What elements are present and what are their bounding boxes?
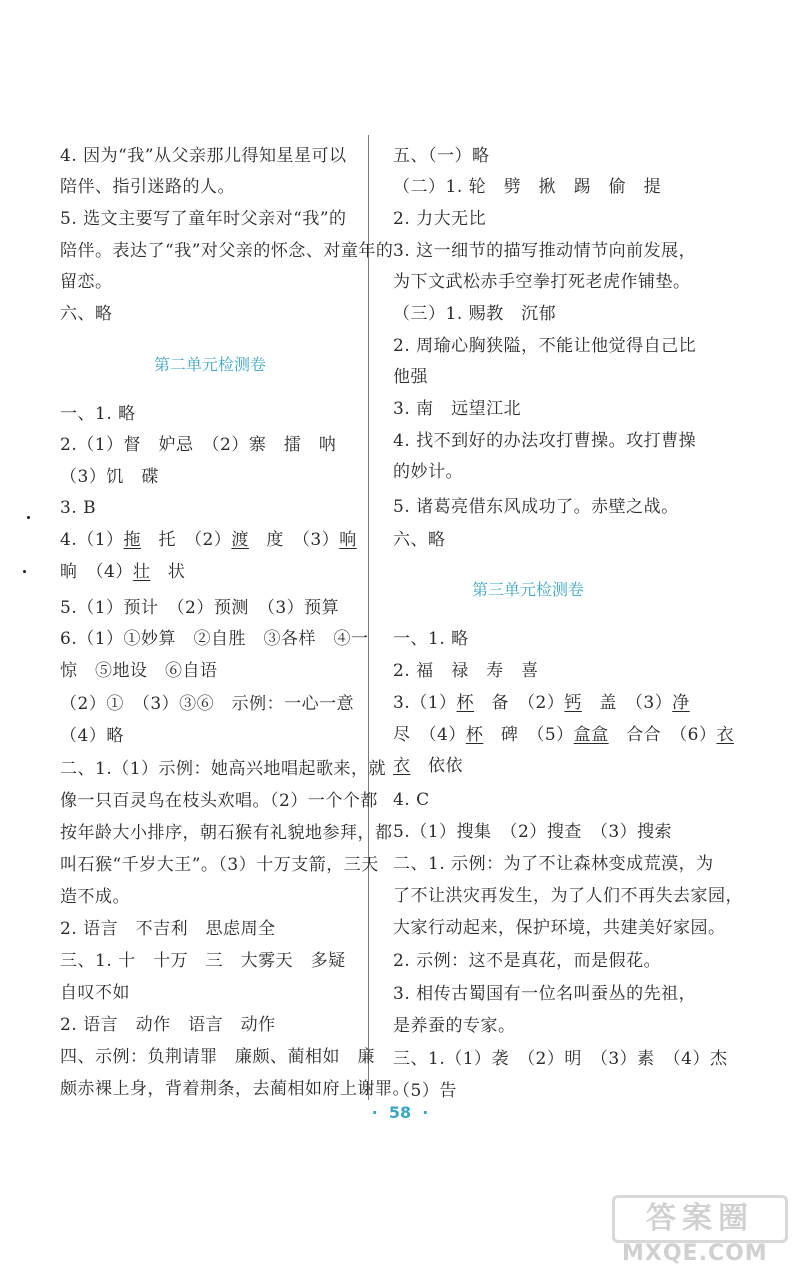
page-number-dot: · bbox=[422, 1103, 429, 1122]
answer-line: 叫石猴“千岁大王”。（3）十万支箭，三天 bbox=[60, 855, 379, 875]
underlined-char: 渡 bbox=[231, 530, 249, 550]
answer-line: （三）1. 赐教 沉郁 bbox=[393, 304, 557, 324]
text-segment: 尽 （4） bbox=[393, 725, 466, 745]
text-segment: 碑 （5） bbox=[483, 725, 574, 745]
answer-line: （2）① （3）③⑥ 示例：一心一意 bbox=[60, 694, 355, 714]
answer-line: 陪伴、指引迷路的人。 bbox=[60, 177, 235, 197]
scan-speck bbox=[23, 570, 26, 573]
text-segment: 备 （2） bbox=[474, 693, 565, 713]
answer-line: 大家行动起来，保护环境，共建美好家园。 bbox=[393, 918, 726, 938]
answer-line: 造不成。 bbox=[60, 887, 130, 907]
answer-line bbox=[393, 755, 463, 777]
text-segment: 托 （2） bbox=[141, 530, 232, 550]
answer-line: 5.（1）预计 （2）预测 （3）预算 bbox=[60, 598, 340, 618]
answer-line: 按年龄大小排序，朝石猴有礼貌地参拜，都 bbox=[60, 823, 393, 843]
unit3-heading: 第三单元检测卷 bbox=[471, 580, 584, 599]
answer-line: 五、（一）略 bbox=[393, 146, 490, 166]
answer-line: 2. 力大无比 bbox=[393, 209, 487, 229]
answer-line: （二）1. 轮 劈 揪 踢 偷 提 bbox=[393, 177, 662, 197]
answer-line: 2.（1）督 妒忌 （2）寨 擂 呐 bbox=[60, 435, 337, 455]
answer-line: 一、1. 略 bbox=[393, 629, 469, 649]
answer-line: 3. 相传古蜀国有一位名叫蚕丛的先祖， bbox=[393, 984, 697, 1004]
underlined-char: 净 bbox=[672, 693, 690, 713]
underlined-char: 拖 bbox=[123, 530, 142, 550]
answer-line: 5. 诸葛亮借东风成功了。赤壁之战。 bbox=[393, 497, 679, 517]
answer-line: 4. 找不到好的办法攻打曹操。攻打曹操 bbox=[393, 431, 697, 451]
watermark bbox=[612, 1195, 792, 1267]
answer-line: 5.（1）搜集 （2）搜查 （3）搜索 bbox=[393, 822, 673, 842]
answer-line: 2. 示例：这不是真花，而是假花。 bbox=[393, 951, 662, 971]
underlined-char: 杯 bbox=[456, 693, 475, 713]
answer-line: 2. 福 禄 寿 喜 bbox=[393, 661, 539, 681]
answer-line: 2. 语言 不吉利 思虑周全 bbox=[60, 919, 276, 939]
text-segment: 晌 （4） bbox=[60, 562, 133, 582]
answer-line: 留恋。 bbox=[60, 272, 113, 292]
answer-line: 像一只百灵鸟在枝头欢唱。（2）一个个都 bbox=[60, 791, 378, 811]
answer-line: 四、示例：负荆请罪 廉颇、蔺相如 廉 bbox=[60, 1047, 375, 1067]
underlined-char: 衣 bbox=[716, 725, 734, 745]
answer-line: 惊 ⑤地设 ⑥自语 bbox=[60, 661, 218, 681]
page-number-dot: · bbox=[371, 1103, 378, 1122]
watermark-url: MXQE.COM bbox=[622, 1241, 768, 1266]
answer-line: 是养蚕的专家。 bbox=[393, 1016, 516, 1036]
scan-speck bbox=[27, 516, 30, 519]
answer-line: 的妙计。 bbox=[393, 462, 463, 482]
answer-line: 六、略 bbox=[393, 530, 446, 550]
answer-line bbox=[60, 561, 185, 583]
answer-line: 陪伴。表达了“我”对父亲的怀念、对童年的 bbox=[60, 241, 394, 261]
answer-line: 3. 南 远望江北 bbox=[393, 399, 522, 419]
answer-line: 5. 选文主要写了童年时父亲对“我”的 bbox=[60, 209, 347, 229]
answer-line: 三、1. 十 十万 三 大雾天 多疑 bbox=[60, 951, 346, 971]
text-segment: 合合 （6） bbox=[608, 725, 717, 745]
answer-line: 一、1. 略 bbox=[60, 404, 136, 424]
watermark-logo: 答案圈 bbox=[612, 1195, 788, 1243]
page-number-value: 58 bbox=[388, 1103, 412, 1122]
text-segment: 依依 bbox=[410, 756, 463, 776]
answer-line: （5）告 bbox=[393, 1081, 457, 1101]
unit2-heading: 第二单元检测卷 bbox=[153, 355, 266, 374]
answer-line: 6.（1）①妙算 ②自胜 ③各样 ④一 bbox=[60, 629, 369, 649]
text-segment: 状 bbox=[150, 562, 186, 582]
answer-line: 颇赤裸上身，背着荆条，去蔺相如府上谢罪。 bbox=[60, 1079, 410, 1099]
underlined-char: 盒盒 bbox=[573, 725, 609, 745]
answer-line: 4. C bbox=[393, 790, 430, 810]
answer-line: 4. 因为“我”从父亲那儿得知星星可以 bbox=[60, 146, 347, 166]
answer-line: 了不让洪灾再发生，为了人们不再失去家园， bbox=[393, 886, 743, 906]
answer-line: 他强 bbox=[393, 367, 428, 387]
column-divider bbox=[368, 135, 369, 1100]
answer-line: （3）饥 碟 bbox=[60, 467, 159, 487]
underlined-char: 响 bbox=[339, 530, 357, 550]
text-segment: 盖 （3） bbox=[581, 693, 673, 713]
underlined-char: 杯 bbox=[465, 725, 484, 745]
answer-line bbox=[393, 692, 690, 714]
answer-line: 3. B bbox=[60, 498, 97, 518]
text-segment: 度 （3） bbox=[248, 530, 340, 550]
answer-line: 二、1. 示例：为了不让森林变成荒漠，为 bbox=[393, 854, 714, 874]
text-segment: 4.（1） bbox=[60, 530, 124, 550]
answer-line: 二、1.（1）示例：她高兴地唱起歌来，就 bbox=[60, 759, 387, 779]
answer-line bbox=[60, 529, 357, 551]
answer-line: 2. 周瑜心胸狭隘，不能让他觉得自己比 bbox=[393, 336, 697, 356]
answer-line: 自叹不如 bbox=[60, 983, 130, 1003]
underlined-char: 衣 bbox=[393, 756, 411, 776]
answer-line: 为下文武松赤手空拳打死老虎作铺垫。 bbox=[393, 272, 691, 292]
answer-line: （4）略 bbox=[60, 726, 124, 746]
answer-line: 六、略 bbox=[60, 304, 113, 324]
underlined-char: 钙 bbox=[564, 693, 582, 713]
underlined-char: 壮 bbox=[132, 562, 151, 582]
page-number bbox=[340, 1103, 460, 1122]
answer-line: 3. 这一细节的描写推动情节向前发展， bbox=[393, 241, 697, 261]
answer-line bbox=[393, 724, 734, 746]
text-segment: 3.（1） bbox=[393, 693, 457, 713]
answer-line: 2. 语言 动作 语言 动作 bbox=[60, 1015, 276, 1035]
answer-line: 三、1.（1）袭 （2）明 （3）素 （4）杰 bbox=[393, 1049, 728, 1069]
